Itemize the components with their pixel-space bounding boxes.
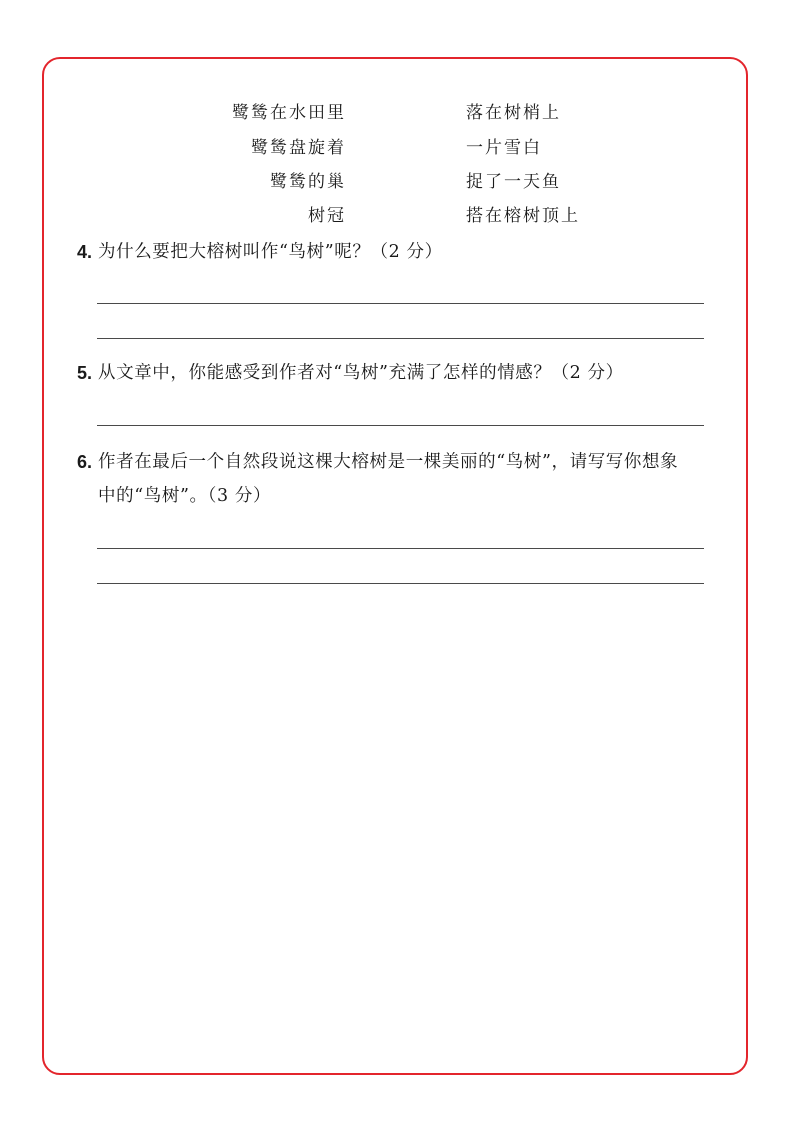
match-right-item: 落在树梢上: [466, 103, 561, 123]
match-left-item: 鹭鸶的巢: [270, 172, 346, 192]
question-number: 6.: [77, 452, 93, 472]
match-right-item: 捉了一天鱼: [466, 172, 561, 192]
question-text-continued: 中的“鸟树”。（3 分）: [98, 486, 272, 506]
question-text: 从文章中，你能感受到作者对“鸟树”充满了怎样的情感？（2 分）: [98, 363, 624, 383]
answer-line: [97, 548, 704, 549]
answer-line: [97, 425, 704, 426]
match-left-item: 鹭鸶在水田里: [232, 103, 346, 123]
match-left-item: 鹭鸶盘旋着: [251, 138, 346, 158]
question-text: 作者在最后一个自然段说这棵大榕树是一棵美丽的“鸟树”，请写写你想象: [98, 452, 679, 472]
answer-line: [97, 303, 704, 304]
answer-line: [97, 338, 704, 339]
question-number: 5.: [77, 363, 93, 383]
answer-line: [97, 583, 704, 584]
match-right-item: 一片雪白: [466, 138, 542, 158]
question-text: 为什么要把大榕树叫作“鸟树”呢？（2 分）: [98, 242, 443, 262]
match-left-item: 树冠: [308, 206, 346, 226]
question-number: 4.: [77, 242, 93, 262]
match-right-item: 搭在榕树顶上: [466, 206, 580, 226]
